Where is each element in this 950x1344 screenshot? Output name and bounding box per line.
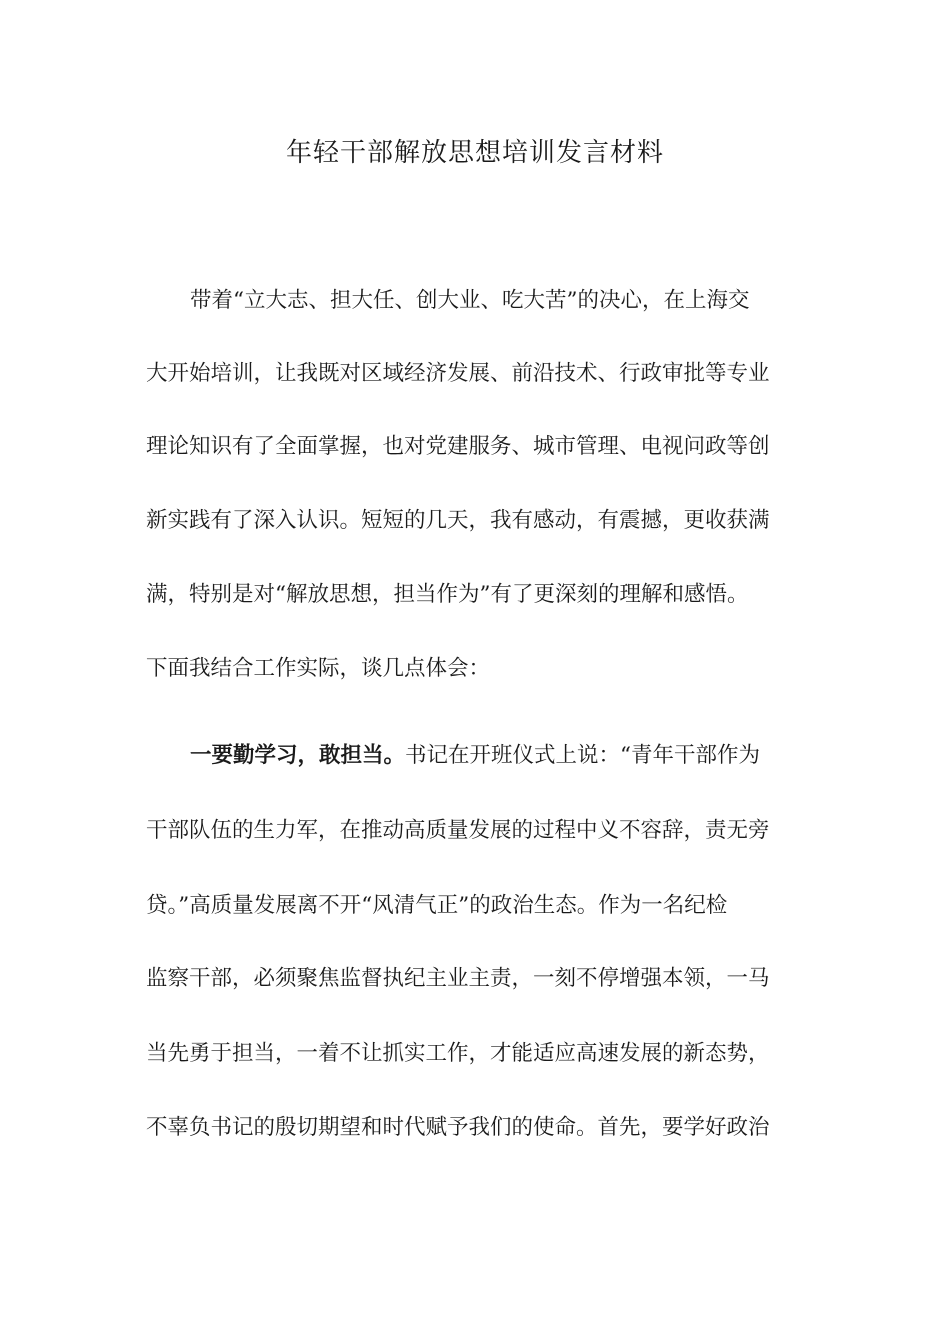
paragraph-1-line-5 [0, 580, 950, 610]
paragraph-2-line-4-text: 监察干部，必须聚焦监督执纪主业主责，一刻不停增强本领，一马 [146, 966, 770, 991]
paragraph-1-line-2-text: 大开始培训，让我既对区域经济发展、前沿技术、行政审批等专业 [146, 361, 770, 386]
paragraph-2-line-5 [0, 1039, 950, 1069]
paragraph-2-line-3-text: 贷。”高质量发展离不开“风清气正”的政治生态。作为一名纪检 [146, 893, 728, 918]
document-title: 年轻干部解放思想培训发言材料 [285, 138, 664, 168]
paragraph-1-line-1 [0, 286, 950, 316]
paragraph-1-line-4-text: 新实践有了深入认识。短短的几天，我有感动，有震撼，更收获满 [146, 508, 770, 533]
paragraph-1-line-6-text: 下面我结合工作实际，谈几点体会： [146, 656, 491, 681]
paragraph-2-lead: 一要勤学习，敢担当。 [190, 743, 406, 768]
paragraph-1-line-1-text: 带着“立大志、担大任、创大业、吃大苦”的决心，在上海交 [190, 288, 750, 313]
paragraph-1-line-3 [0, 432, 950, 462]
paragraph-2-line-5-text: 当先勇于担当，一着不让抓实工作，才能适应高速发展的新态势， [146, 1041, 770, 1066]
paragraph-2-line-6-text: 不辜负书记的殷切期望和时代赋予我们的使命。首先，要学好政治 [146, 1115, 770, 1140]
paragraph-2-line-1-text [190, 741, 760, 771]
paragraph-2-first-line-rest: 书记在开班仪式上说：“青年干部作为 [405, 743, 761, 768]
paragraph-2-line-6 [0, 1113, 950, 1143]
paragraph-2-line-4 [0, 964, 950, 994]
paragraph-1-line-5-text: 满，特别是对“解放思想，担当作为”有了更深刻的理解和感悟。 [146, 582, 749, 607]
paragraph-1-line-6 [0, 654, 950, 684]
paragraph-2-line-3 [0, 891, 950, 921]
paragraph-2-line-2 [0, 816, 950, 846]
paragraph-2-line-1 [0, 741, 950, 771]
paragraph-1-line-2 [0, 359, 950, 389]
paragraph-1-line-4 [0, 506, 950, 536]
paragraph-2-line-2-text: 干部队伍的生力军，在推动高质量发展的过程中义不容辞，责无旁 [146, 818, 770, 843]
paragraph-1-line-3-text: 理论知识有了全面掌握，也对党建服务、城市管理、电视问政等创 [146, 434, 770, 459]
